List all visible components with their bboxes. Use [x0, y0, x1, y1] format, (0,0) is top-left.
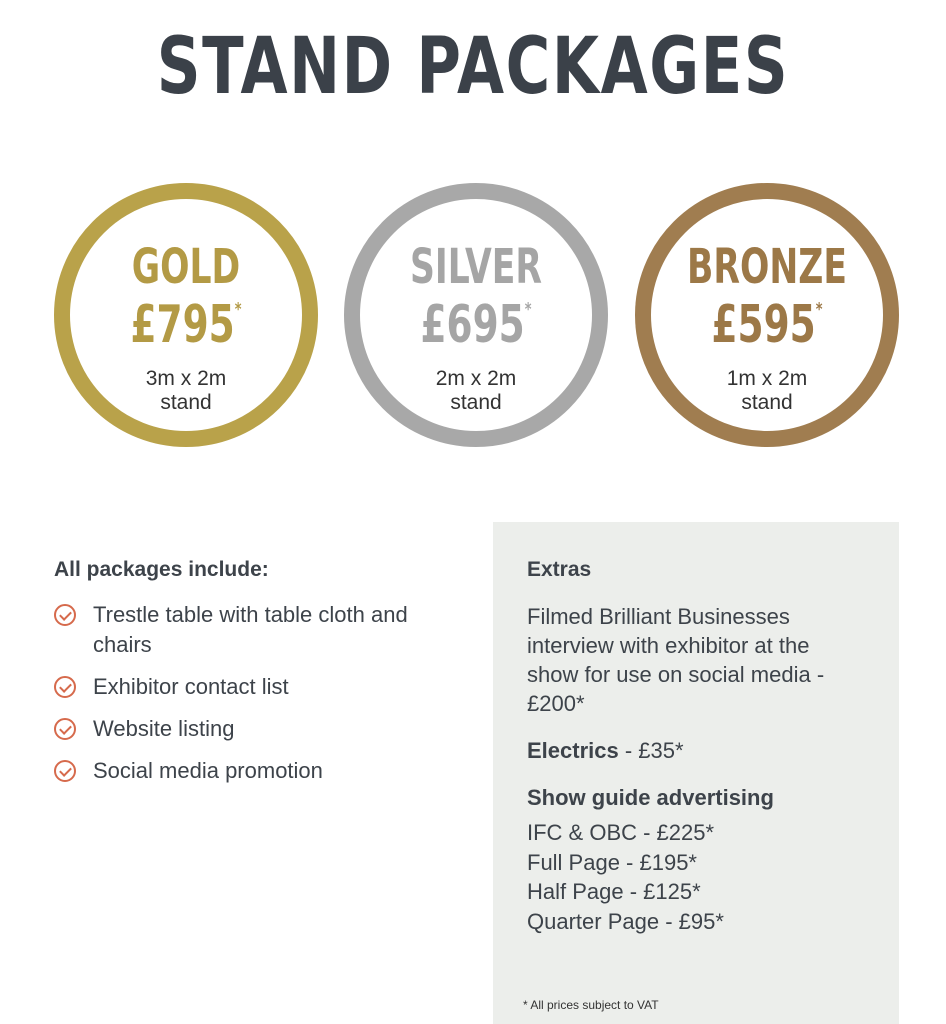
- size-dimensions: 2m x 2m: [435, 367, 517, 390]
- package-size: [70, 367, 302, 415]
- package-size: [651, 367, 883, 415]
- package-price: [102, 295, 269, 355]
- size-unit: stand: [160, 391, 212, 414]
- gold-package: [54, 183, 318, 447]
- ad-option: Quarter Page - £95*: [527, 908, 724, 934]
- package-tier: SILVER: [410, 239, 542, 295]
- silver-package: [344, 183, 608, 447]
- size-dimensions: 1m x 2m: [726, 367, 808, 390]
- vat-note: * All prices subject to VAT: [523, 998, 659, 1012]
- list-item: [54, 672, 454, 702]
- package-price: [392, 295, 559, 355]
- package-size: [360, 367, 592, 415]
- package-tier: GOLD: [131, 239, 241, 295]
- electrics-label: Electrics: [527, 738, 619, 763]
- price-asterisk: *: [815, 299, 823, 320]
- item-label: Trestle table with table cloth and chairs: [93, 602, 408, 657]
- check-circle-icon: [54, 718, 76, 740]
- page-title: STAND PACKAGES: [156, 22, 790, 112]
- price-asterisk: *: [524, 299, 532, 320]
- ad-option: Full Page - £195*: [527, 849, 697, 875]
- check-circle-icon: [54, 604, 76, 626]
- includes-list: [54, 600, 454, 786]
- filmed-interview-text: Filmed Brilliant Businesses interview with exhibitor at the show for use on social media - £200*: [527, 604, 825, 716]
- electrics-price: - £35*: [618, 738, 684, 763]
- package-price: [683, 295, 850, 355]
- electrics-line: [527, 736, 865, 765]
- price-asterisk: *: [234, 299, 242, 320]
- list-item: [54, 756, 454, 786]
- price-value: £595: [711, 295, 816, 355]
- item-label: Exhibitor contact list: [93, 674, 289, 699]
- price-value: £695: [420, 295, 525, 355]
- size-unit: stand: [741, 391, 793, 414]
- includes-heading: All packages include:: [54, 558, 269, 581]
- bronze-package: [635, 183, 899, 447]
- check-circle-icon: [54, 760, 76, 782]
- show-guide-heading: Show guide advertising: [527, 785, 774, 810]
- size-unit: stand: [450, 391, 502, 414]
- item-label: Website listing: [93, 716, 235, 741]
- list-item: [54, 714, 454, 744]
- size-dimensions: 3m x 2m: [145, 367, 227, 390]
- list-item: [54, 600, 454, 660]
- price-value: £795: [130, 295, 235, 355]
- extras-panel: [493, 522, 899, 1024]
- check-circle-icon: [54, 676, 76, 698]
- ad-option: Half Page - £125*: [527, 879, 701, 904]
- ad-option: IFC & OBC - £225*: [527, 820, 715, 845]
- includes-section: [54, 558, 454, 798]
- extras-heading: Extras: [527, 558, 592, 581]
- package-tier: BRONZE: [687, 239, 847, 295]
- item-label: Social media promotion: [93, 758, 323, 783]
